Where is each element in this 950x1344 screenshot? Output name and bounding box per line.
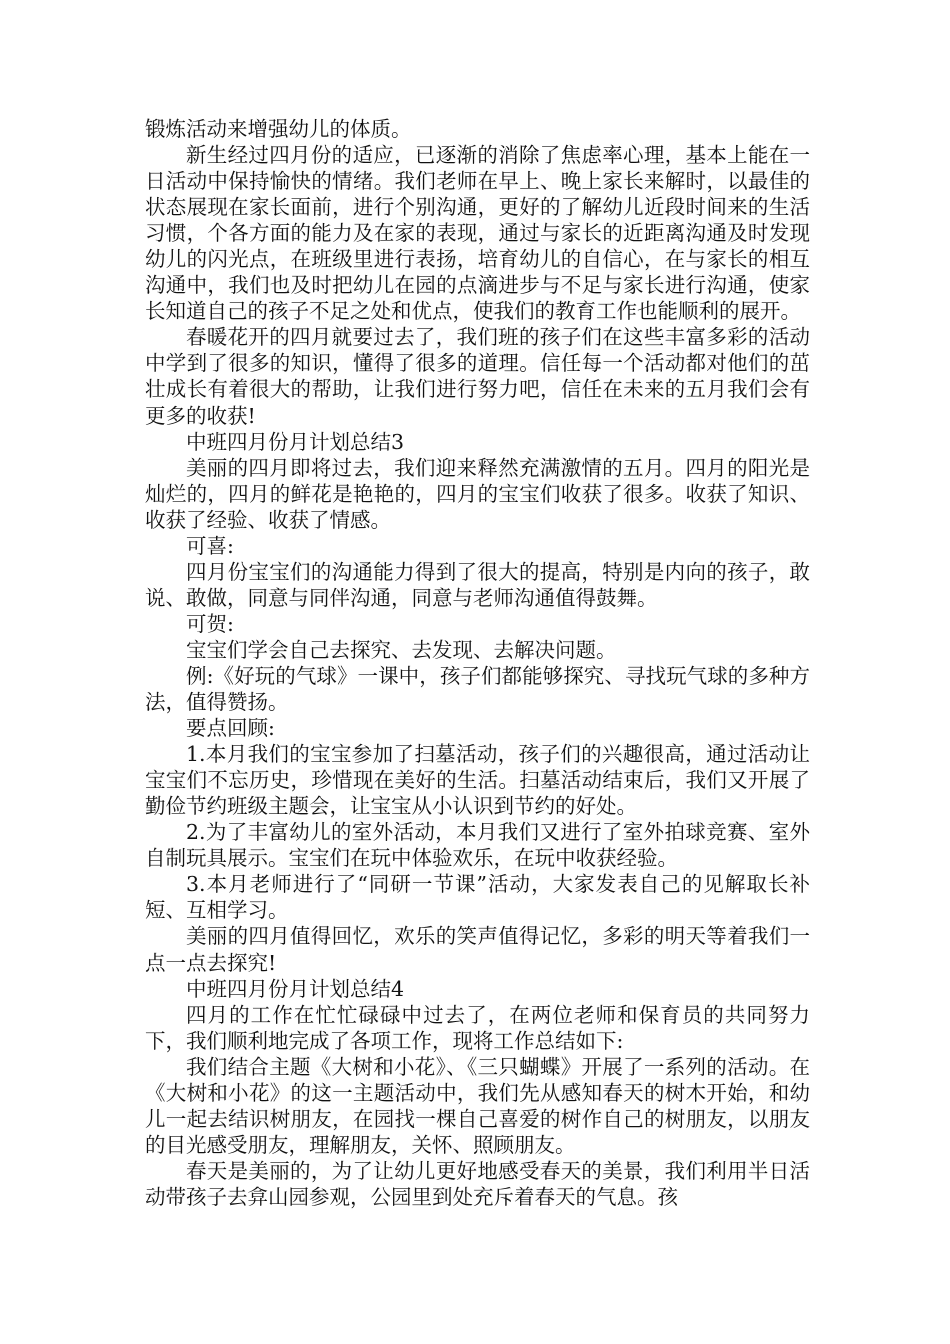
- paragraph: 春天是美丽的，为了让幼儿更好地感受春天的美景，我们利用半日活动带孩子去弇山园参观，公园里到处充斥着春天的气息。孩: [145, 1158, 810, 1209]
- paragraph: 春暖花开的四月就要过去了，我们班的孩子们在这些丰富多彩的活动中学到了很多的知识，懂得了很多的道理。信任每一个活动都对他们的茁壮成长有着很大的帮助，让我们进行努力吧，信任在未来的五月我们会有更多的收获!: [145, 325, 810, 428]
- paragraph: 四月份宝宝们的沟通能力得到了很大的提高，特别是内向的孩子，敢说、敢做，同意与同伴沟通，同意与老师沟通值得鼓舞。: [145, 559, 810, 610]
- paragraph: 四月的工作在忙忙碌碌中过去了，在两位老师和保育员的共同努力下，我们顺利地完成了各项工作，现将工作总结如下:: [145, 1002, 810, 1053]
- paragraph: 宝宝们学会自己去探究、去发现、去解决问题。: [186, 637, 617, 662]
- paragraph: 例:《好玩的气球》一课中，孩子们都能够探究、寻找玩气球的多种方法，值得赞扬。: [145, 663, 810, 715]
- paragraph: 美丽的四月即将过去，我们迎来释然充满激情的五月。四月的阳光是灿烂的，四月的鲜花是艳艳的，四月的宝宝们收获了很多。收获了知识、收获了经验、收获了情感。: [145, 455, 810, 532]
- paragraph: 美丽的四月值得回忆，欢乐的笑声值得记忆，多彩的明天等着我们一点一点去探究!: [145, 924, 810, 975]
- paragraph: 新生经过四月份的适应，已逐渐的消除了焦虑率心理，基本上能在一日活动中保持愉快的情绪。我们老师在早上、晚上家长来解时，以最佳的状态展现在家长面前，进行个别沟通，更好的了解幼儿近段时间来的生活习惯，个各方面的能力及在家的表现，通过与家长的近距离沟通及时发现幼儿的闪光点，在班级里进行表扬，培育幼儿的自信心，在与家长的相互沟通中，我们也及时把幼儿在园的点滴进步与不足与家长进行沟通，使家长知道自己的孩子不足之处和优点，使我们的教育工作也能顺利的展开。: [145, 143, 810, 324]
- document-body: [145, 116, 810, 1210]
- list-item: 2.为了丰富幼儿的室外活动，本月我们又进行了室外拍球竞赛、室外自制玩具展示。宝宝们在玩中体验欢乐，在玩中收获经验。: [145, 820, 810, 871]
- list-item: 3.本月老师进行了“同研一节课”活动，大家发表自己的见解取长补短、互相学习。: [145, 872, 810, 923]
- subheading-kexi: 可喜:: [186, 533, 234, 558]
- section-heading: 中班四月份月计划总结3: [186, 429, 405, 454]
- subheading-review: 要点回顾:: [186, 716, 275, 741]
- paragraph-continuation: 锻炼活动来增强幼儿的体质。: [145, 117, 412, 141]
- list-item: 1.本月我们的宝宝参加了扫墓活动，孩子们的兴趣很高，通过活动让宝宝们不忘历史，珍惜现在美好的生活。扫墓活动结束后，我们又开展了勤俭节约班级主题会，让宝宝从小认识到节约的好处。: [145, 742, 810, 819]
- paragraph: 我们结合主题《大树和小花》、《三只蝴蝶》开展了一系列的活动。在《大树和小花》的这一主题活动中，我们先从感知春天的树木开始，和幼儿一起去结识树朋友，在园找一棵自己喜爱的树作自己的树朋友，以朋友的目光感受朋友，理解朋友，关怀、照顾朋友。: [145, 1054, 810, 1157]
- section-heading: 中班四月份月计划总结4: [186, 976, 405, 1001]
- subheading-kehe: 可贺:: [186, 611, 234, 636]
